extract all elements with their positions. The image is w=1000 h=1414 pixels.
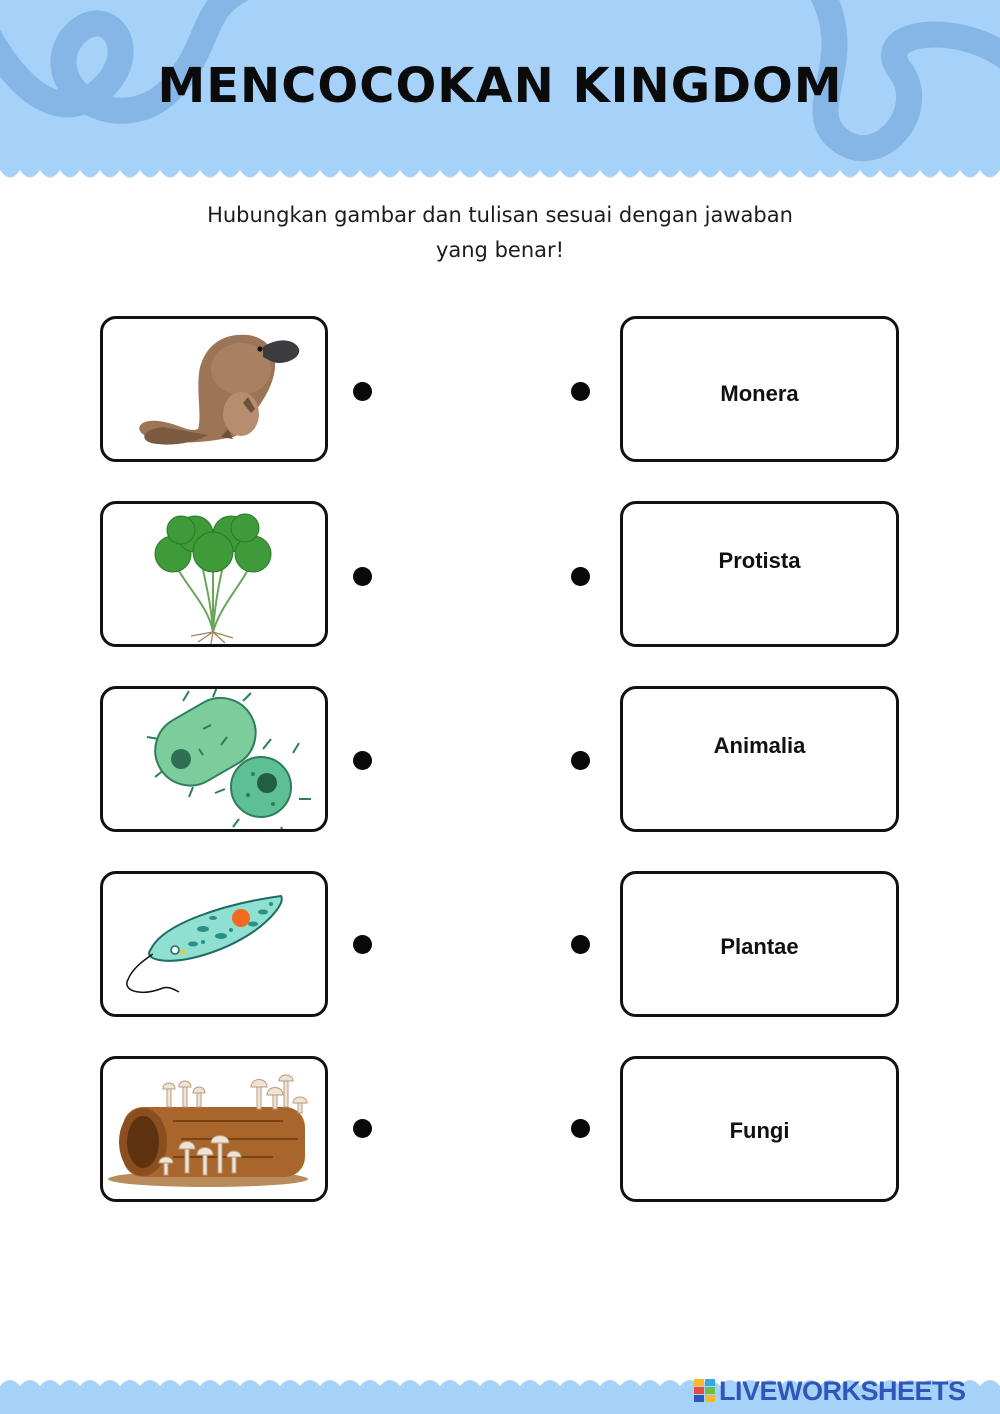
answer-card-1[interactable] — [620, 316, 899, 462]
instruction-text — [160, 198, 840, 268]
connector-dot-left-5[interactable] — [353, 1119, 372, 1138]
page-title: MENCOCOKAN KINGDOM — [157, 58, 843, 114]
mushroom-log-icon — [103, 1059, 325, 1199]
liveworksheets-logo-icon — [694, 1379, 716, 1403]
liveworksheets-brand[interactable] — [694, 1376, 966, 1406]
picture-card-2[interactable] — [100, 501, 328, 647]
connector-dot-left-3[interactable] — [353, 751, 372, 770]
picture-card-5[interactable] — [100, 1056, 328, 1202]
instruction-line-1: Hubungkan gambar dan tulisan sesuai dengan jawaban — [207, 203, 793, 227]
brand-name: LIVEWORKSHEETS — [719, 1375, 966, 1406]
answer-label-3: Animalia — [713, 733, 806, 758]
answer-label-4: Plantae — [720, 934, 799, 959]
bacteria-icon — [103, 689, 325, 829]
picture-card-1[interactable] — [100, 316, 328, 462]
answer-card-5[interactable] — [620, 1056, 899, 1202]
answer-label-1: Monera — [720, 381, 799, 406]
connector-dot-right-1[interactable] — [571, 382, 590, 401]
answer-card-2[interactable] — [620, 501, 899, 647]
picture-card-3[interactable] — [100, 686, 328, 832]
answer-card-3[interactable] — [620, 686, 899, 832]
picture-card-4[interactable] — [100, 871, 328, 1017]
connector-dot-right-4[interactable] — [571, 935, 590, 954]
connector-dot-right-2[interactable] — [571, 567, 590, 586]
platypus-icon — [103, 319, 325, 459]
connector-dot-left-1[interactable] — [353, 382, 372, 401]
connector-dot-right-3[interactable] — [571, 751, 590, 770]
instruction-line-2: yang benar! — [435, 238, 565, 262]
connector-dot-left-2[interactable] — [353, 567, 372, 586]
connector-dot-right-5[interactable] — [571, 1119, 590, 1138]
connector-dot-left-4[interactable] — [353, 935, 372, 954]
answer-label-5: Fungi — [729, 1118, 790, 1143]
answer-label-2: Protista — [718, 548, 801, 573]
answer-card-4[interactable] — [620, 871, 899, 1017]
plant-icon — [103, 504, 325, 644]
euglena-icon — [103, 874, 325, 1014]
